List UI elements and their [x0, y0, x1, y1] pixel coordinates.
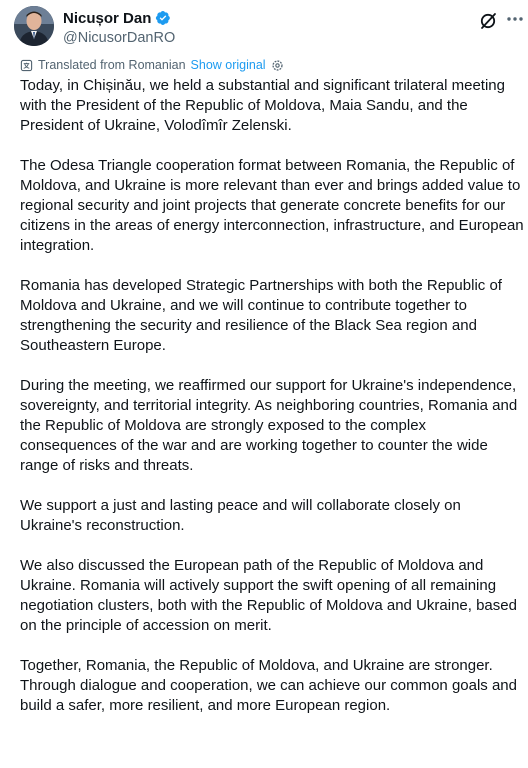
- handle[interactable]: @NicusorDanRO: [63, 30, 176, 46]
- display-name[interactable]: Nicușor Dan: [63, 9, 152, 27]
- grok-icon[interactable]: [478, 11, 498, 31]
- gear-icon[interactable]: [271, 59, 284, 72]
- paragraph: Today, in Chișinău, we held a substantial and significant trilateral meeting with the President of the Republic of Moldova, Maia Sandu, and the President of Ukraine, Volodîmîr Zelenski.: [20, 77, 505, 134]
- profile-photo-icon: [14, 6, 54, 46]
- paragraph: Romania has developed Strategic Partnerships with both the Republic of Moldova and Ukraine, and we will continue to contribute together to strengthening the security and resilience of the Black Sea region and Southeastern Europe.: [20, 277, 502, 354]
- verified-badge-icon: [155, 10, 171, 26]
- show-original-link[interactable]: Show original: [190, 58, 266, 72]
- paragraph: Together, Romania, the Republic of Moldova, and Ukraine are stronger. Through dialogue and cooperation, we can achieve our common goals and build a safer, more resilient, and more European region.: [20, 657, 517, 714]
- paragraph: We support a just and lasting peace and will collaborate closely on Ukraine's reconstruction.: [20, 497, 461, 534]
- more-options-icon[interactable]: [505, 9, 525, 29]
- translate-icon: [20, 59, 33, 72]
- avatar[interactable]: [14, 6, 54, 46]
- paragraph: We also discussed the European path of the Republic of Moldova and Ukraine. Romania will actively support the swift opening of all remaining negotiation clusters, both with the Republic of Moldova and Ukraine, based on the principle of accession on merit.: [20, 557, 517, 634]
- tweet-body: [20, 76, 525, 736]
- paragraph: During the meeting, we reaffirmed our support for Ukraine's independence, sovereignty, and territorial integrity. As neighboring countries, Romania and the Republic of Moldova are strongly exposed to the complex consequences of the war and are working together to counter the wide range of risks and threats.: [20, 377, 518, 474]
- paragraph: The Odesa Triangle cooperation format between Romania, the Republic of Moldova, and Ukraine is more relevant than ever and brings added value to regional security and joint projects that generate concrete benefits for our citizens in the areas of energy interconnection, infrastructure, and European integration.: [20, 157, 524, 254]
- tweet-header: [63, 8, 175, 46]
- name-row: [63, 8, 175, 28]
- translated-label: Translated from Romanian: [38, 58, 186, 72]
- translation-notice: [20, 58, 284, 72]
